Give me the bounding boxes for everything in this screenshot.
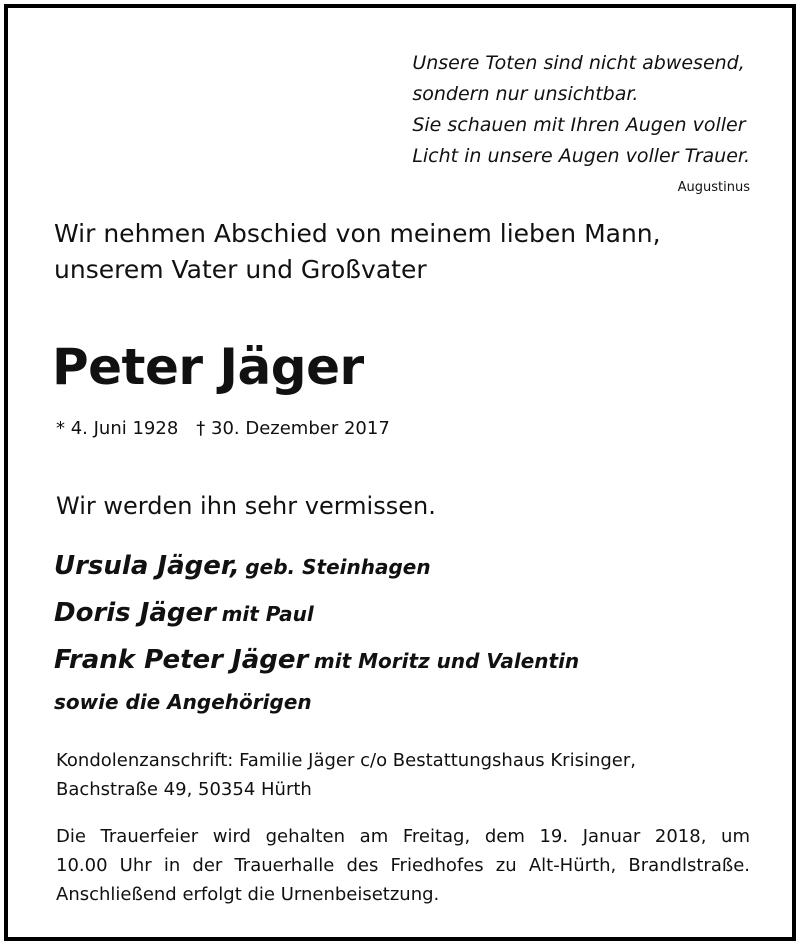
obituary-notice	[4, 4, 796, 941]
intro-line: unserem Vater und Großvater	[54, 255, 427, 284]
intro-text	[54, 216, 661, 288]
family-member-name: Frank Peter Jäger	[54, 645, 309, 675]
family-member-addition: geb. Steinhagen	[245, 555, 431, 579]
relatives-line: sowie die Angehörigen	[54, 690, 312, 714]
ceremony-line: 10.00 Uhr in der Trauerhalle des Friedhofes zu Alt-Hürth, Brandlstraße.	[56, 855, 750, 876]
condolence-line: Kondolenzanschrift: Familie Jäger c/o Bestattungshaus Krisinger,	[56, 750, 636, 771]
family-member-name: Ursula Jäger,	[54, 551, 240, 581]
life-dates	[56, 418, 390, 439]
family-member	[54, 544, 579, 591]
ceremony-line: Anschließend erfolgt die Urnenbeisetzung.	[56, 884, 440, 905]
deceased-name: Peter Jäger	[52, 338, 364, 396]
condolence-address	[56, 746, 636, 804]
intro-line: Wir nehmen Abschied von meinem lieben Mann,	[54, 219, 661, 248]
family-member-name: Doris Jäger	[54, 598, 216, 628]
quote-line: Sie schauen mit Ihren Augen voller	[412, 114, 746, 136]
quote-line: sondern nur unsichtbar.	[412, 83, 639, 105]
family-list	[54, 544, 579, 719]
quote-line: Licht in unsere Augen voller Trauer.	[412, 145, 750, 167]
ceremony-line: Die Trauerfeier wird gehalten am Freitag, dem 19. Januar 2018, um	[56, 826, 750, 847]
family-member	[54, 638, 579, 685]
quote-block	[412, 48, 750, 172]
death-date: † 30. Dezember 2017	[196, 418, 390, 439]
quote-author: Augustinus	[677, 180, 750, 195]
miss-text: Wir werden ihn sehr vermissen.	[56, 492, 436, 520]
family-member-addition: mit Paul	[221, 602, 314, 626]
family-member-addition: mit Moritz und Valentin	[313, 649, 580, 673]
family-member	[54, 591, 579, 638]
quote-line: Unsere Toten sind nicht abwesend,	[412, 52, 745, 74]
birth-date: * 4. Juni 1928	[56, 418, 179, 439]
ceremony-info	[56, 822, 750, 909]
condolence-line: Bachstraße 49, 50354 Hürth	[56, 779, 312, 800]
